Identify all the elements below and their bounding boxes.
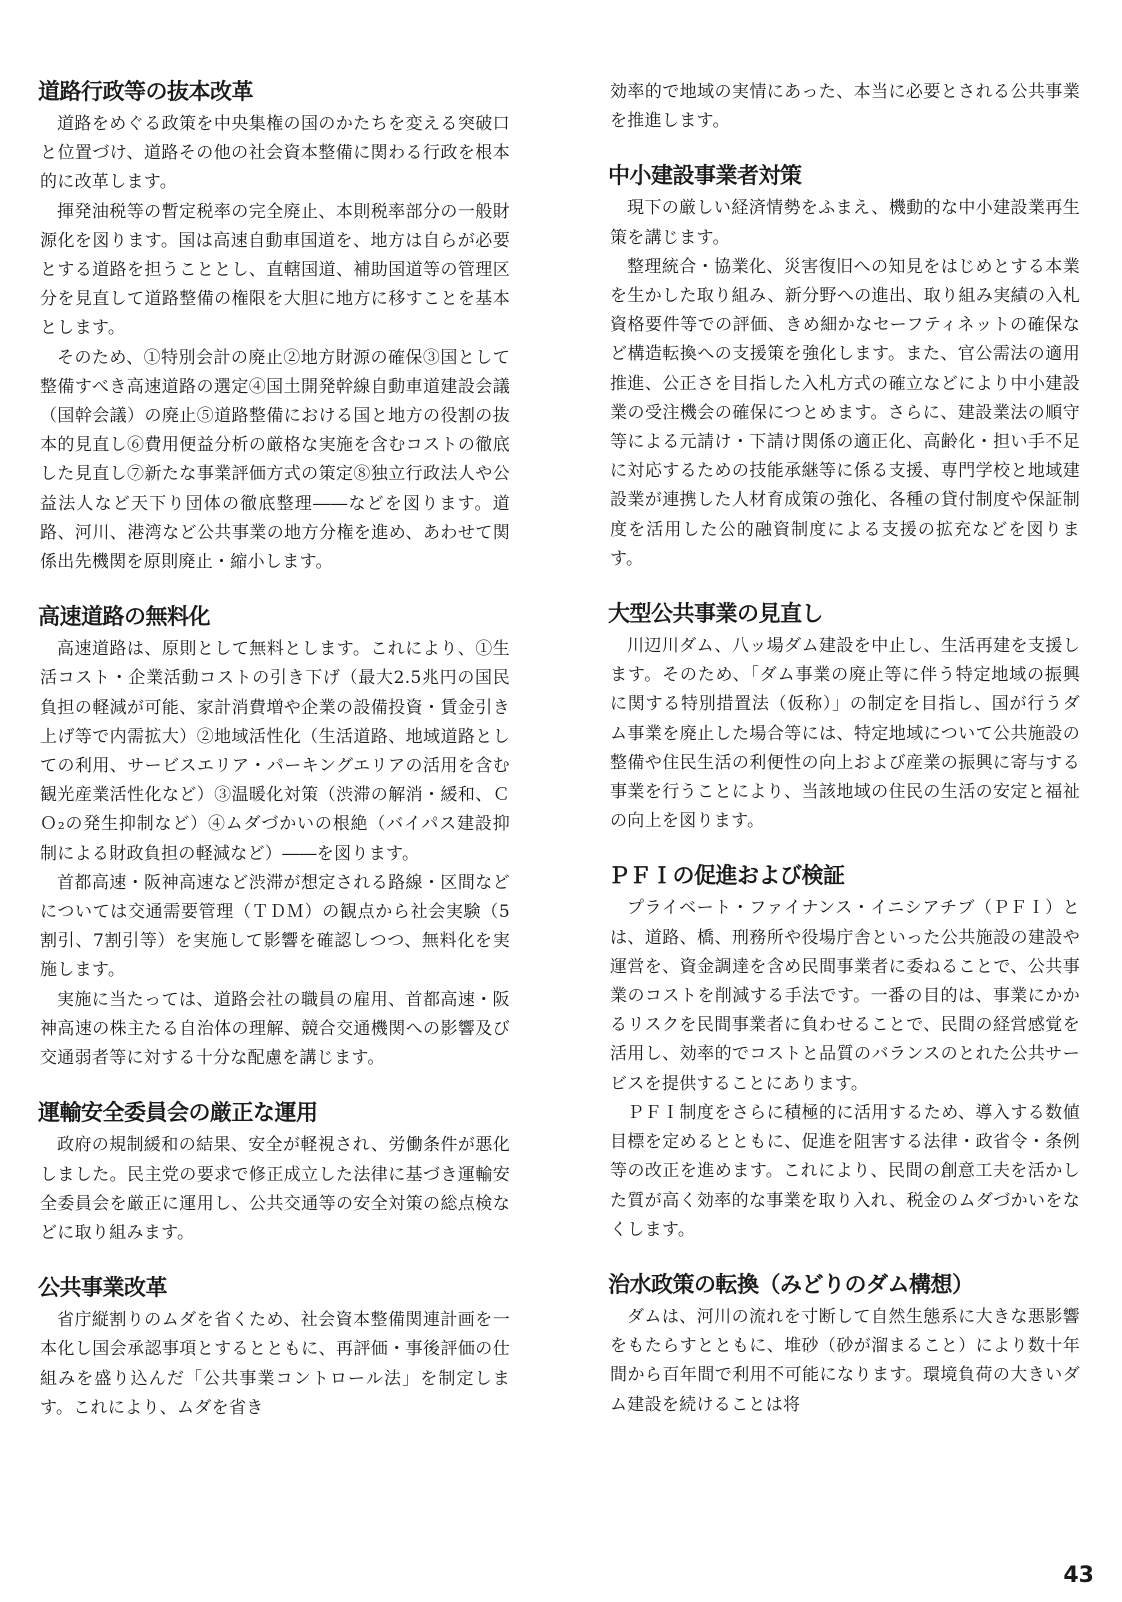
section-heading: 高速道路の無料化 <box>38 605 211 631</box>
section-transport-safety-board <box>40 1099 510 1248</box>
paragraph: 整理統合・協業化、災害復旧への知見をはじめとする本業を生かした取り組み、新分野への進出、取り組み実績の入札資格要件等での評価、きめ細かなセーフティネットの確保など構造転換への支援策を強化します。また、官公需法の適用推進、公正さを目指した入札方式の確立などにより中小建設業の受注機会の確保につとめます。さらに、建設業法の順守等による元請け・下請け関係の適正化、高齢化・担い手不足に対応するための技能承継等に係る支援、専門学校と地域建設業が連携した人材育成策の強化、各種の貸付制度や保証制度を活用した公的融資制度による支援の拡充などを図ります。 <box>610 256 1080 569</box>
paragraph: プライベート・ファイナンス・イニシアチブ（ＰＦＩ）とは、道路、橋、刑務所や役場庁舎といった公共施設の建設や運営を、資金調達を含め民間事業者に委ねることで、公共事業のコストを削減する手法です。一番の目的は、事業にかかるリスクを民間事業者に負わせることで、民間の経営感覚を活用し、効率的でコストと品質のバランスのとれた公共サービスを提供することにあります。 <box>610 898 1080 1094</box>
paragraph: 実施に当たっては、道路会社の職員の雇用、首都高速・阪神高速の株主たる自治体の理解、競合交通機関への影響及び交通弱者等に対する十分な配慮を講じます。 <box>40 989 510 1069</box>
section-heading: 公共事業改革 <box>38 1276 168 1302</box>
section-heading: 大型公共事業の見直し <box>608 602 824 628</box>
section-small-construction-firms <box>610 162 1080 574</box>
paragraph: 高速道路は、原則として無料とします。これにより、①生活コスト・企業活動コストの引き下げ（最大2.5兆円の国民負担の軽減が可能、家計消費増や企業の設備投資・賃金引き上げ等で内需拡大）②地域活性化（生活道路、地域道路としての利用、サービスエリア・パーキングエリアの活用を含む観光産業活性化など）③温暖化対策（渋滞の解消・緩和、ＣＯ₂の発生抑制など）④ムダづかいの根絶（バイパス建設抑制による財政負担の軽減など）――を図ります。 <box>40 639 510 864</box>
paragraph: ダムは、河川の流れを寸断して自然生態系に大きな悪影響をもたらすとともに、堆砂（砂が溜まること）により数十年間から百年間で利用不可能になります。環境負荷の大きいダム建設を続けることは将 <box>610 1306 1080 1415</box>
section-heading: ＰＦＩの促進および検証 <box>608 864 845 890</box>
section-heading: 中小建設事業者対策 <box>608 164 802 190</box>
paragraph: 川辺川ダム、八ッ場ダム建設を中止し、生活再建を支援します。そのため、「ダム事業の廃止等に伴う特定地域の振興に関する特別措置法（仮称）」の制定を目指し、国が行うダム事業を廃止した場合等には、特定地域について公共施設の整備や住民生活の利便性の向上および産業の振興に寄与する事業を行うことにより、当該地域の住民の生活の安定と福祉の向上を図ります。 <box>610 636 1080 832</box>
section-free-expressways <box>40 603 510 1073</box>
paragraph: 省庁縦割りのムダを省くため、社会資本整備関連計画を一本化し国会承認事項とするとともに、再評価・事後評価の仕組みを盛り込んだ「公共事業コントロール法」を制定します。これにより、ムダを省き <box>40 1310 510 1418</box>
section-road-administration-reform <box>40 78 510 577</box>
section-public-works-reform <box>40 1274 510 1423</box>
paragraph: 道路をめぐる政策を中央集権の国のかたちを変える突破口と位置づけ、道路その他の社会資本整備に関わる行政を根本的に改革します。 <box>40 114 510 193</box>
page-number: 43 <box>1063 1563 1094 1588</box>
section-heading: 道路行政等の抜本改革 <box>38 80 254 105</box>
section-pfi <box>610 862 1080 1244</box>
section-heading: 運輸安全委員会の厳正な運用 <box>38 1101 318 1127</box>
left-column <box>40 78 510 1449</box>
paragraph: 現下の厳しい経済情勢をふまえ、機動的な中小建設業再生策を講じます。 <box>610 198 1080 248</box>
section-flood-control-policy <box>610 1271 1080 1420</box>
paragraph-continuation: 効率的で地域の実情にあった、本当に必要とされる公共事業を推進します。 <box>610 82 1080 132</box>
paragraph: 首都高速・阪神高速など渋滞が想定される路線・区間などについては交通需要管理（ＴＤＭ）の観点から社会実験（5割引、7割引等）を実施して影響を確認しつつ、無料化を実施します。 <box>40 872 511 981</box>
paragraph: 政府の規制緩和の結果、安全が軽視され、労働条件が悪化しました。民主党の要求で修正成立した法律に基づき運輸安全委員会を厳正に運用し、公共交通等の安全対策の総点検などに取り組みます。 <box>40 1135 510 1243</box>
paragraph: 揮発油税等の暫定税率の完全廃止、本則税率部分の一般財源化を図ります。国は高速自動車国道を、地方は自らが必要とする道路を担うこととし、直轄国道、補助国道等の管理区分を見直して道路整備の権限を大胆に地方に移すことを基本とします。 <box>40 201 510 339</box>
right-column <box>610 78 1080 1446</box>
paragraph: ＰＦＩ制度をさらに積極的に活用するため、導入する数値目標を定めるとともに、促進を阻害する法律・政省令・条例等の改正を進めます。これにより、民間の創意工夫を活かした質が高く効率的な事業を取り入れ、税金のムダづかいをなくします。 <box>610 1102 1080 1240</box>
section-large-public-works-review <box>610 600 1080 836</box>
section-heading: 治水政策の転換（みどりのダム構想） <box>608 1272 974 1298</box>
section-continuation <box>610 78 1080 136</box>
paragraph: そのため、①特別会計の廃止②地方財源の確保③国として整備すべき高速道路の選定④国土開発幹線自動車道建設会議（国幹会議）の廃止⑤道路整備における国と地方の役割の抜本的見直し⑥費用便益分析の厳格な実施を含むコストの徹底した見直し⑦新たな事業評価方式の策定⑧独立行政法人や公益法人など天下り団体の徹底整理――などを図ります。道路、河川、港湾など公共事業の地方分権を進め、あわせて関係出先機関を原則廃止・縮小します。 <box>40 347 510 573</box>
